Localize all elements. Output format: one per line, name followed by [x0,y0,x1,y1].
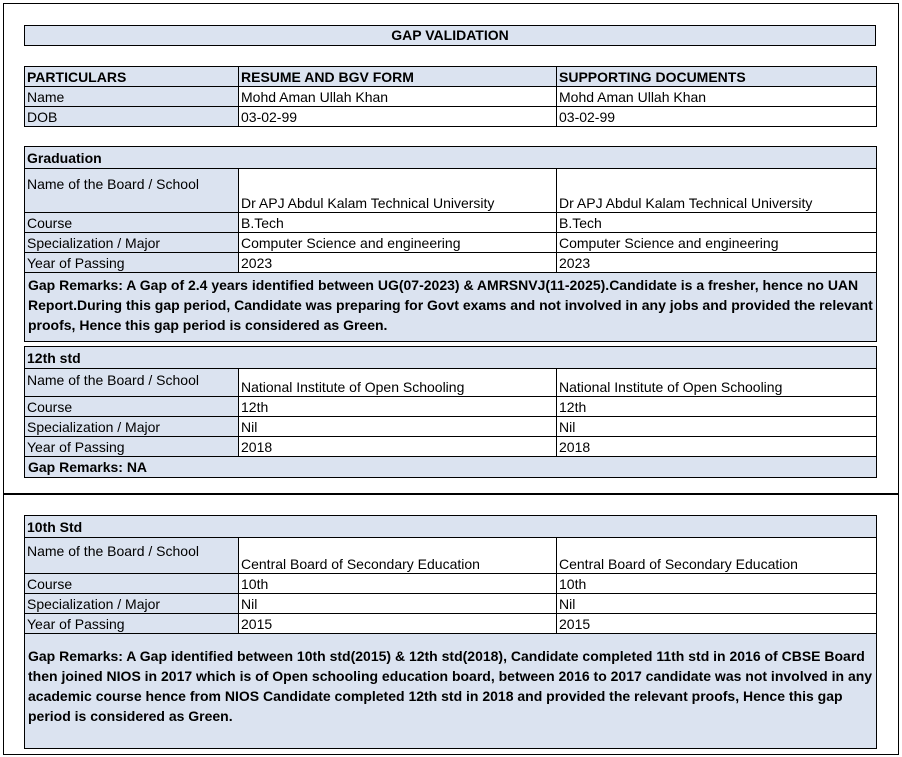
docs-value: Central Board of Secondary Education [557,538,877,574]
table-row [25,213,877,233]
gap-remarks: Gap Remarks: NA [25,457,877,478]
header-row [25,67,877,87]
graduation-table [24,146,877,342]
resume-value: Mohd Aman Ullah Khan [239,87,557,107]
resume-value: B.Tech [239,213,557,233]
row-label: Year of Passing [25,253,239,273]
row-label: Course [25,574,239,594]
header-particulars: PARTICULARS [25,67,239,87]
row-label: Name of the Board / School [25,538,239,574]
row-label: Year of Passing [25,614,239,634]
table-row [25,87,877,107]
row-label: Name of the Board / School [25,169,239,213]
docs-value: 2015 [557,614,877,634]
section-header [25,347,877,369]
docs-value: Computer Science and engineering [557,233,877,253]
header-supporting-docs: SUPPORTING DOCUMENTS [557,67,877,87]
gap-remarks-row [25,273,877,342]
resume-value: 2018 [239,437,557,457]
tenth-std-table [24,515,877,749]
docs-value: 03-02-99 [557,107,877,127]
resume-value: 10th [239,574,557,594]
resume-value: 03-02-99 [239,107,557,127]
table-row [25,233,877,253]
table-row [25,397,877,417]
section-title: Graduation [25,147,877,169]
resume-value: Nil [239,594,557,614]
table-row [25,614,877,634]
row-label: Specialization / Major [25,233,239,253]
table-row [25,574,877,594]
table-row [25,437,877,457]
gap-remarks: Gap Remarks: A Gap identified between 10th std(2015) & 12th std(2018), Candidate completed 11th std in 2016 of CBSE Board then joined NIOS in 2017 which is of Open schooling education board, between 2016 to 2017 candidate was not involved in any academic course hence from NIOS Candidate completed 12th std in 2018 and provided the relevant proofs, Hence this gap period is considered as Green. [25,634,877,749]
table-row [25,538,877,574]
table-row [25,594,877,614]
docs-value: Mohd Aman Ullah Khan [557,87,877,107]
resume-value: 2015 [239,614,557,634]
docs-value: B.Tech [557,213,877,233]
section-header [25,147,877,169]
section-title: 10th Std [25,516,877,538]
row-label: Name of the Board / School [25,369,239,397]
twelfth-std-table [24,346,877,478]
resume-value: Nil [239,417,557,437]
docs-value: 12th [557,397,877,417]
resume-value: Computer Science and engineering [239,233,557,253]
table-row [25,253,877,273]
docs-value: Nil [557,594,877,614]
table-row [25,169,877,213]
page-title: GAP VALIDATION [24,25,876,46]
resume-value: Dr APJ Abdul Kalam Technical University [239,169,557,213]
row-label: Year of Passing [25,437,239,457]
resume-value: Central Board of Secondary Education [239,538,557,574]
header-resume-bgv: RESUME AND BGV FORM [239,67,557,87]
docs-value: 2023 [557,253,877,273]
docs-value: 2018 [557,437,877,457]
row-label: Name [25,87,239,107]
gap-remarks-row [25,634,877,749]
docs-value: National Institute of Open Schooling [557,369,877,397]
row-label: Specialization / Major [25,594,239,614]
section-title: 12th std [25,347,877,369]
gap-remarks-row [25,457,877,478]
docs-value: Dr APJ Abdul Kalam Technical University [557,169,877,213]
table-row [25,369,877,397]
table-row [25,417,877,437]
row-label: Course [25,213,239,233]
gap-remarks: Gap Remarks: A Gap of 2.4 years identified between UG(07-2023) & AMRSNVJ(11-2025).Candidate is a fresher, hence no UAN Report.During this gap period, Candidate was preparing for Govt exams and not involved in any jobs and provided the relevant proofs, Hence this gap period is considered as Green. [25,273,877,342]
resume-value: National Institute of Open Schooling [239,369,557,397]
table-row [25,107,877,127]
resume-value: 12th [239,397,557,417]
row-label: DOB [25,107,239,127]
particulars-table [24,66,877,127]
resume-value: 2023 [239,253,557,273]
docs-value: 10th [557,574,877,594]
section-header [25,516,877,538]
docs-value: Nil [557,417,877,437]
row-label: Specialization / Major [25,417,239,437]
row-label: Course [25,397,239,417]
